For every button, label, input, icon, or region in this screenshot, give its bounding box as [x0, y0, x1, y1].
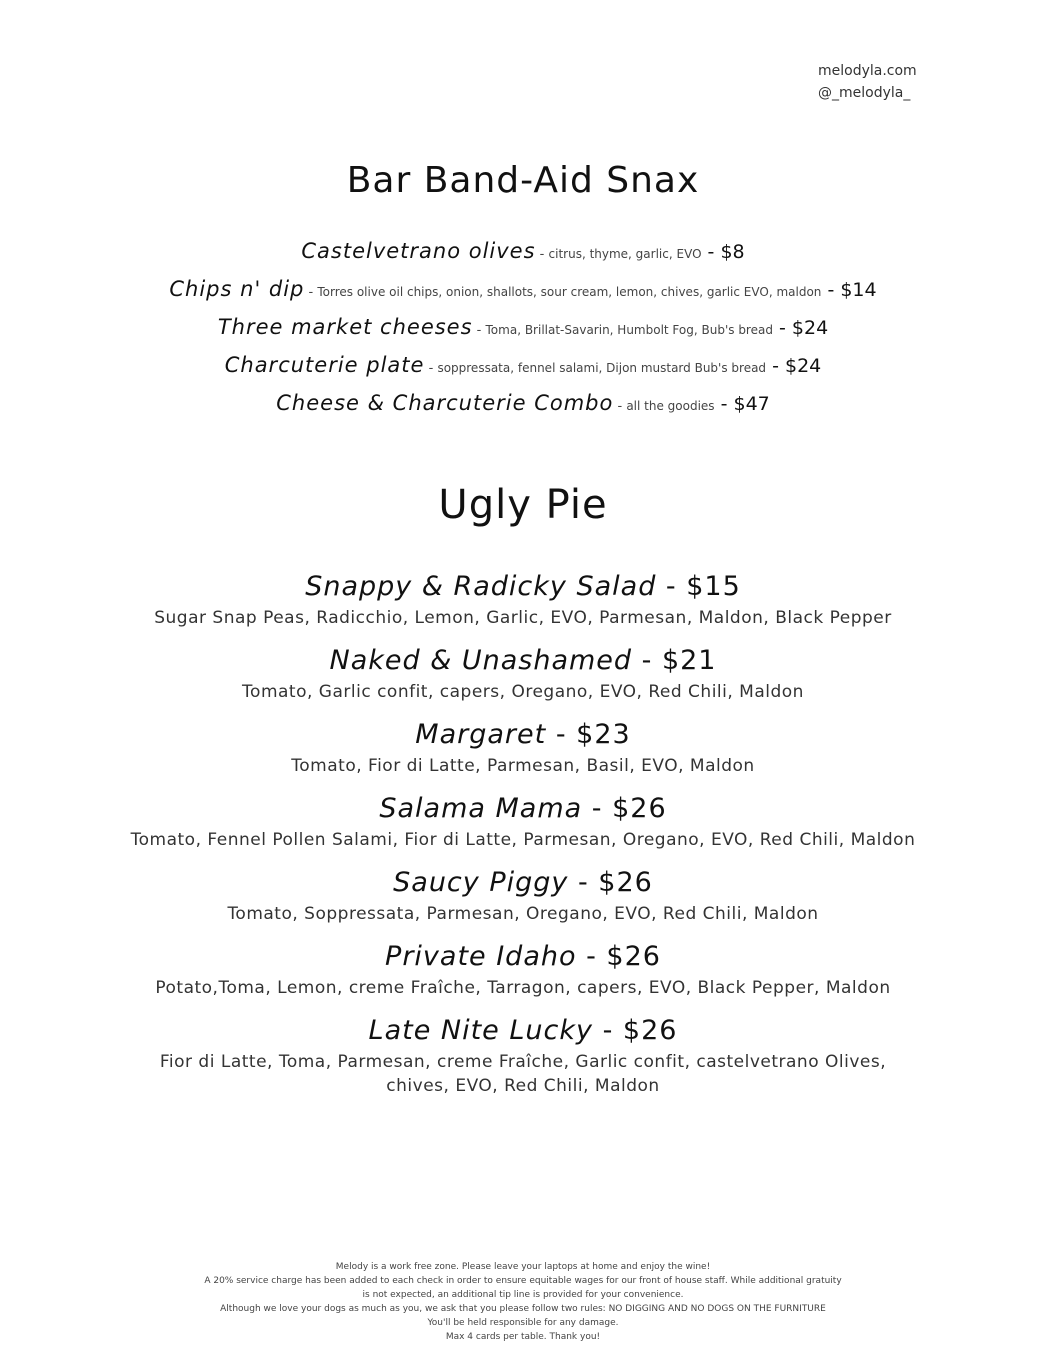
snax-item-sep: -	[535, 247, 549, 262]
pie-item-name: Naked & Unashamed	[329, 645, 633, 676]
footer-line: Although we love your dogs as much as you, we ask that you please follow two rules: NO DIGGING AND NO DOGS ON THE FURNITURE	[220, 1304, 826, 1314]
snax-item	[0, 384, 1046, 422]
pie-item-price: - $23	[546, 719, 631, 750]
pie-list	[0, 568, 1046, 1110]
pie-item-name: Margaret	[415, 719, 547, 750]
pie-item-name: Late Nite Lucky	[368, 1015, 593, 1046]
pie-item-heading	[0, 568, 1046, 606]
snax-item	[0, 346, 1046, 384]
snax-item-name: Chips n' dip	[169, 277, 305, 301]
pie-item-heading	[0, 716, 1046, 754]
snax-item	[0, 232, 1046, 270]
snax-item-sep: -	[424, 361, 438, 376]
pie-item-heading	[0, 642, 1046, 680]
pie-item-desc: Fior di Latte, Toma, Parmesan, creme Fraîche, Garlic confit, castelvetrano Olives, chives, EVO, Red Chili, Maldon	[159, 1052, 887, 1096]
footer-line: Melody is a work free zone. Please leave your laptops at home and enjoy the wine!	[335, 1262, 711, 1272]
snax-item-desc: citrus, thyme, garlic, EVO	[548, 247, 702, 261]
snax-item-sep: -	[472, 323, 486, 338]
snax-item-desc: Toma, Brillat-Savarin, Humbolt Fog, Bub's bread	[485, 323, 773, 337]
pie-item	[0, 938, 1046, 1000]
pie-item-heading	[0, 864, 1046, 902]
snax-item-desc: all the goodies	[626, 399, 715, 413]
snax-item-name: Cheese & Charcuterie Combo	[276, 391, 614, 415]
snax-item-price: - $14	[821, 279, 877, 301]
pie-item-name: Private Idaho	[385, 941, 577, 972]
pie-item-price: - $26	[576, 941, 661, 972]
snax-item-sep: -	[613, 399, 627, 414]
footer-line: is not expected, an additional tip line is provided for your convenience.	[362, 1290, 684, 1300]
pie-item-price: - $21	[632, 645, 717, 676]
pie-item-name: Saucy Piggy	[393, 867, 569, 898]
pie-item-heading	[0, 790, 1046, 828]
snax-item-price: - $24	[766, 355, 822, 377]
footer-notes	[0, 1260, 1046, 1344]
pie-item-name: Salama Mama	[379, 793, 583, 824]
pie-item-price: - $26	[582, 793, 667, 824]
snax-item	[0, 308, 1046, 346]
pie-item	[0, 716, 1046, 778]
snax-item-name: Three market cheeses	[217, 315, 473, 339]
pie-item-price: - $15	[656, 571, 741, 602]
snax-list	[0, 232, 1046, 422]
pie-item	[0, 1012, 1046, 1098]
snax-item-name: Charcuterie plate	[224, 353, 425, 377]
pie-item-heading	[0, 938, 1046, 976]
pie-item	[0, 790, 1046, 852]
pie-item-price: - $26	[593, 1015, 678, 1046]
social-handle[interactable]: @_melodyla_	[818, 85, 911, 101]
snax-item-name: Castelvetrano olives	[301, 239, 536, 263]
snax-item-price: - $24	[772, 317, 829, 339]
snax-item-sep: -	[304, 285, 318, 300]
pie-item	[0, 568, 1046, 630]
snax-item-price: - $47	[714, 393, 770, 415]
pie-item-desc: Sugar Snap Peas, Radicchio, Lemon, Garlic, EVO, Parmesan, Maldon, Black Pepper	[154, 608, 892, 628]
pie-item	[0, 642, 1046, 704]
pie-item-heading	[0, 1012, 1046, 1050]
footer-line: Max 4 cards per table. Thank you!	[445, 1332, 601, 1342]
pie-item-desc: Tomato, Fennel Pollen Salami, Fior di Latte, Parmesan, Oregano, EVO, Red Chili, Maldon	[130, 830, 916, 850]
pie-item-desc: Potato,Toma, Lemon, creme Fraîche, Tarragon, capers, EVO, Black Pepper, Maldon	[155, 978, 891, 998]
snax-item-desc: soppressata, fennel salami, Dijon mustard Bub's bread	[437, 361, 767, 375]
pie-item-name: Snappy & Radicky Salad	[305, 571, 657, 602]
website-link[interactable]: melodyla.com	[818, 63, 917, 79]
contact-info	[818, 60, 917, 104]
snax-item-price: - $8	[701, 241, 745, 263]
footer-line: A 20% service charge has been added to each check in order to ensure equitable wages for our front of house staff. While additional gratuity	[204, 1276, 842, 1286]
footer-line: You'll be held responsible for any damage.	[427, 1318, 619, 1328]
pie-item	[0, 864, 1046, 926]
pie-item-desc: Tomato, Fior di Latte, Parmesan, Basil, EVO, Maldon	[291, 756, 755, 776]
pie-section-title: Ugly Pie	[438, 482, 608, 528]
pie-item-desc: Tomato, Garlic confit, capers, Oregano, EVO, Red Chili, Maldon	[242, 682, 804, 702]
snax-item-desc: Torres olive oil chips, onion, shallots, sour cream, lemon, chives, garlic EVO, maldon	[317, 285, 822, 299]
snax-item	[0, 270, 1046, 308]
snax-section-title: Bar Band-Aid Snax	[346, 160, 700, 201]
pie-item-desc: Tomato, Soppressata, Parmesan, Oregano, EVO, Red Chili, Maldon	[227, 904, 819, 924]
pie-item-price: - $26	[568, 867, 653, 898]
